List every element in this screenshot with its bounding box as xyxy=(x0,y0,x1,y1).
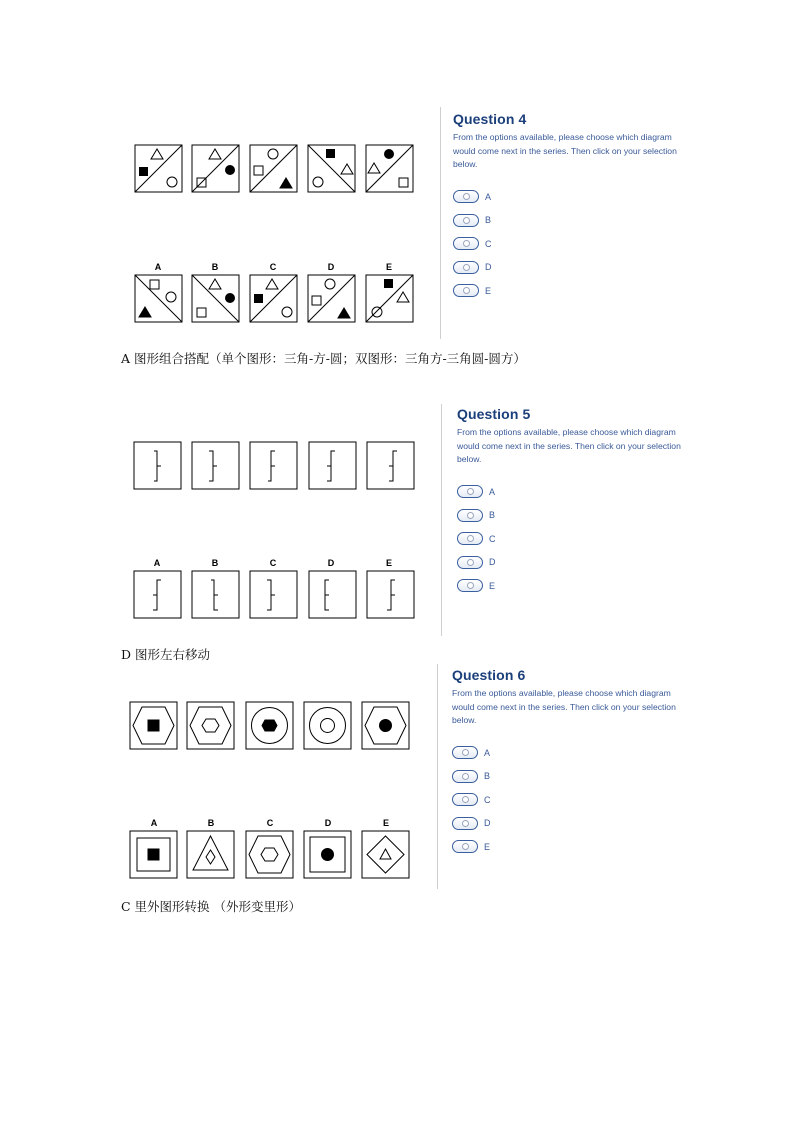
q5-option-c-label: C xyxy=(489,533,496,544)
radio-pill-icon[interactable] xyxy=(452,770,478,783)
radio-pill-icon[interactable] xyxy=(452,817,478,830)
q5-options xyxy=(457,480,697,598)
q6-description: From the options available, please choose which diagram would come next in the series. Then click on your selection below. xyxy=(452,688,676,726)
q4-option-b-label: B xyxy=(485,215,492,226)
radio-pill-icon[interactable] xyxy=(453,284,479,297)
q4-option-e[interactable] xyxy=(453,279,693,303)
q6-answer-label-d: D xyxy=(324,818,332,828)
q5-title: Question 5 xyxy=(457,406,531,422)
q6-answer-frame-b xyxy=(187,831,234,878)
radio-pill-icon[interactable] xyxy=(457,579,483,592)
q5-option-a-label: A xyxy=(489,486,496,497)
q4-option-e-label: E xyxy=(485,285,492,296)
q6-series xyxy=(130,702,409,749)
q5-option-b[interactable] xyxy=(457,503,697,527)
q5-option-a[interactable] xyxy=(457,480,697,504)
radio-pill-icon[interactable] xyxy=(452,840,478,853)
q6-answer-label-c: C xyxy=(266,818,274,828)
q6-option-a-label: A xyxy=(484,747,491,758)
q6-option-a[interactable] xyxy=(452,741,692,765)
q6-answers xyxy=(130,818,409,878)
q5-answer-caption: D 图形左右移动 xyxy=(121,647,210,662)
q5-option-c[interactable] xyxy=(457,527,697,551)
q6-option-d[interactable] xyxy=(452,812,692,836)
q4-answer-label-a: A xyxy=(154,262,162,272)
q4-answer-caption: A 图形组合搭配（单个图形：三角-方-圆；双图形：三角方-三角圆-圆方） xyxy=(121,351,526,366)
radio-pill-icon[interactable] xyxy=(457,509,483,522)
q5-answer-label-b: B xyxy=(211,558,219,568)
q4-options xyxy=(453,185,693,303)
q6-options xyxy=(452,741,692,859)
radio-pill-icon[interactable] xyxy=(457,485,483,498)
q4-option-c-label: C xyxy=(485,238,492,249)
q4-option-c[interactable] xyxy=(453,232,693,256)
q4-option-d[interactable] xyxy=(453,256,693,280)
q6-answer-frame-e xyxy=(362,831,409,878)
q5-option-b-label: B xyxy=(489,510,496,521)
q6-answer-frame-d xyxy=(304,831,351,878)
q6-option-b[interactable] xyxy=(452,764,692,788)
q5-answer-label-c: C xyxy=(269,558,277,568)
radio-pill-icon[interactable] xyxy=(457,532,483,545)
q6-option-e-label: E xyxy=(484,841,491,852)
q6-answer-label-b: B xyxy=(207,818,215,828)
q6-series-frame-4 xyxy=(304,702,351,749)
q6-series-frame-3 xyxy=(246,702,293,749)
q6-answer-frame-c xyxy=(246,831,293,878)
q5-option-e[interactable] xyxy=(457,574,697,598)
question-6-figures xyxy=(0,0,440,900)
q6-series-frame-1 xyxy=(130,702,177,749)
q6-series-frame-5 xyxy=(362,702,409,749)
radio-pill-icon[interactable] xyxy=(457,556,483,569)
q6-divider xyxy=(437,664,438,889)
q6-title: Question 6 xyxy=(452,667,526,683)
radio-pill-icon[interactable] xyxy=(452,793,478,806)
q5-divider xyxy=(441,404,442,636)
q6-series-frame-2 xyxy=(187,702,234,749)
q4-option-d-label: D xyxy=(485,262,492,273)
q6-option-d-label: D xyxy=(484,818,491,829)
radio-pill-icon[interactable] xyxy=(453,237,479,250)
q6-panel xyxy=(452,667,692,859)
q6-answer-label-a: A xyxy=(150,818,158,828)
q4-answer-label-d: D xyxy=(327,262,335,272)
radio-pill-icon[interactable] xyxy=(453,261,479,274)
q6-answer-caption: C 里外图形转换 （外形变里形） xyxy=(121,899,302,914)
q6-option-b-label: B xyxy=(484,771,491,782)
q5-panel xyxy=(457,406,697,598)
radio-pill-icon[interactable] xyxy=(453,190,479,203)
q4-answer-label-b: B xyxy=(211,262,219,272)
q4-option-a[interactable] xyxy=(453,185,693,209)
q4-divider xyxy=(440,107,441,339)
q4-title: Question 4 xyxy=(453,111,527,127)
q5-description: From the options available, please choose which diagram would come next in the series. Then click on your selection below. xyxy=(457,427,681,465)
q4-answer-label-c: C xyxy=(269,262,277,272)
q4-option-b[interactable] xyxy=(453,208,693,232)
q6-answer-frame-a xyxy=(130,831,177,878)
q4-description: From the options available, please choose which diagram would come next in the series. Then click on your selection below. xyxy=(453,132,677,170)
radio-pill-icon[interactable] xyxy=(452,746,478,759)
q4-option-a-label: A xyxy=(485,191,492,202)
radio-pill-icon[interactable] xyxy=(453,214,479,227)
q5-option-d-label: D xyxy=(489,557,496,568)
q5-option-d[interactable] xyxy=(457,551,697,575)
q6-option-c-label: C xyxy=(484,794,491,805)
q5-answer-label-a: A xyxy=(153,558,161,568)
q5-answer-label-e: E xyxy=(385,558,393,568)
q4-panel xyxy=(453,111,693,303)
q6-option-c[interactable] xyxy=(452,788,692,812)
q5-answer-label-d: D xyxy=(327,558,335,568)
q6-option-e[interactable] xyxy=(452,835,692,859)
q4-answer-label-e: E xyxy=(385,262,393,272)
q6-answer-label-e: E xyxy=(382,818,390,828)
q5-option-e-label: E xyxy=(489,580,496,591)
